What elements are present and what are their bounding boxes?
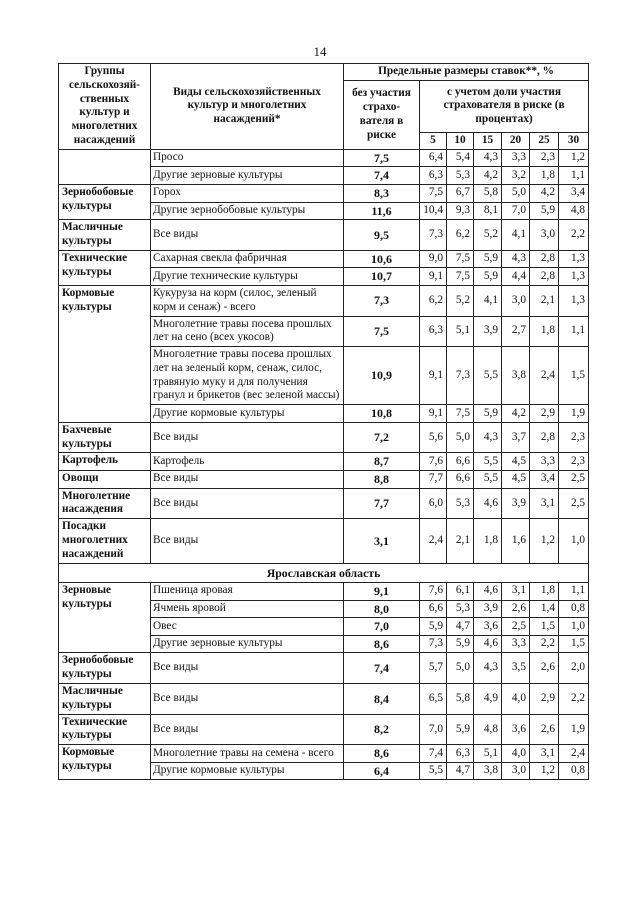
- page-number: 14: [313, 44, 327, 59]
- share-rate: 2,1: [530, 286, 559, 317]
- share-rate: 4,0: [502, 745, 530, 763]
- share-rate: 9,0: [420, 250, 447, 268]
- group-name: Технические культуры: [59, 250, 151, 285]
- share-rate: 4,5: [502, 453, 530, 471]
- crop-name: Другие кормовые культуры: [151, 405, 344, 423]
- share-rate: 6,3: [420, 316, 447, 347]
- share-rate: 1,4: [530, 600, 559, 618]
- share-rate: 2,1: [447, 519, 474, 563]
- insurance-rates-table: [58, 63, 589, 780]
- share-rate: 2,8: [530, 250, 559, 268]
- share-rate: 0,8: [559, 600, 589, 618]
- base-rate: 11,6: [344, 202, 420, 220]
- base-rate: 7,2: [344, 422, 420, 453]
- group-name: Зернобобовые культуры: [59, 653, 151, 684]
- share-rate: 1,9: [559, 405, 589, 423]
- share-rate: 2,5: [559, 471, 589, 489]
- share-rate: 5,2: [474, 220, 502, 251]
- share-rate: 6,5: [420, 684, 447, 715]
- share-rate: 3,6: [502, 714, 530, 745]
- share-rate: 5,5: [474, 471, 502, 489]
- share-rate: 4,6: [474, 582, 502, 600]
- share-rate: 4,1: [502, 220, 530, 251]
- share-rate: 7,5: [447, 405, 474, 423]
- share-rate: 1,2: [559, 149, 589, 167]
- share-rate: 5,0: [502, 184, 530, 202]
- share-rate: 5,8: [474, 184, 502, 202]
- share-rate: 7,3: [447, 347, 474, 405]
- share-rate: 3,6: [474, 618, 502, 636]
- table-row: [59, 184, 589, 202]
- table-row: [59, 653, 589, 684]
- table-row: [59, 519, 589, 563]
- base-rate: 7,5: [344, 149, 420, 167]
- share-rate: 0,8: [559, 762, 589, 780]
- group-name: Посадки многолетних насаждений: [59, 519, 151, 563]
- share-rate: 4,2: [502, 405, 530, 423]
- share-rate: 4,8: [474, 714, 502, 745]
- share-rate: 4,7: [447, 618, 474, 636]
- crop-name: Сахарная свекла фабричная: [151, 250, 344, 268]
- share-rate: 1,8: [530, 582, 559, 600]
- share-rate: 3,8: [502, 347, 530, 405]
- crop-name: Все виды: [151, 422, 344, 453]
- share-rate: 5,1: [474, 745, 502, 763]
- share-rate: 4,6: [474, 635, 502, 653]
- share-rate: 4,7: [447, 762, 474, 780]
- share-rate: 4,2: [530, 184, 559, 202]
- base-rate: 10,9: [344, 347, 420, 405]
- share-rate: 2,3: [559, 453, 589, 471]
- share-rate: 1,0: [559, 618, 589, 636]
- share-rate: 5,3: [447, 167, 474, 185]
- share-rate: 4,3: [474, 149, 502, 167]
- share-rate: 10,4: [420, 202, 447, 220]
- share-rate: 6,0: [420, 488, 447, 519]
- share-rate: 3,4: [530, 471, 559, 489]
- share-rate: 3,2: [502, 167, 530, 185]
- share-rate: 3,9: [502, 488, 530, 519]
- share-rate: 1,9: [559, 714, 589, 745]
- region-row: [59, 563, 589, 582]
- share-rate: 2,7: [502, 316, 530, 347]
- base-rate: 9,1: [344, 582, 420, 600]
- base-rate: 7,3: [344, 286, 420, 317]
- base-rate: 7,0: [344, 618, 420, 636]
- crop-name: Другие зернобобовые культуры: [151, 202, 344, 220]
- share-rate: 2,2: [530, 635, 559, 653]
- share-rate: 2,4: [530, 347, 559, 405]
- share-rate: 6,6: [420, 600, 447, 618]
- share-rate: 5,0: [447, 422, 474, 453]
- share-rate: 2,3: [530, 149, 559, 167]
- share-rate: 6,4: [420, 149, 447, 167]
- share-rate: 6,7: [447, 184, 474, 202]
- share-rate: 3,5: [502, 653, 530, 684]
- share-rate: 5,6: [420, 422, 447, 453]
- table-header: [59, 64, 589, 150]
- crop-name: Все виды: [151, 220, 344, 251]
- table-row: [59, 714, 589, 745]
- share-rate: 7,3: [420, 220, 447, 251]
- share-rate: 4,3: [474, 653, 502, 684]
- base-rate: 3,1: [344, 519, 420, 563]
- share-rate: 6,2: [420, 286, 447, 317]
- share-rate: 4,4: [502, 268, 530, 286]
- crop-name: Все виды: [151, 714, 344, 745]
- share-rate: 7,0: [502, 202, 530, 220]
- base-rate: 7,5: [344, 316, 420, 347]
- group-name: Зернобобовые культуры: [59, 184, 151, 219]
- header-share-level: 20: [502, 132, 530, 149]
- share-rate: 9,1: [420, 405, 447, 423]
- share-rate: 1,8: [474, 519, 502, 563]
- share-rate: 5,1: [447, 316, 474, 347]
- share-rate: 2,8: [530, 268, 559, 286]
- share-rate: 1,8: [530, 167, 559, 185]
- crop-name: Многолетние травы посева прошлых лет на сено (всех укосов): [151, 316, 344, 347]
- crop-name: Овес: [151, 618, 344, 636]
- base-rate: 8,8: [344, 471, 420, 489]
- share-rate: 9,1: [420, 268, 447, 286]
- share-rate: 9,3: [447, 202, 474, 220]
- header-base-rate: без участия страхо-вателя в риске: [344, 80, 420, 149]
- share-rate: 2,9: [530, 405, 559, 423]
- group-name: Технические культуры: [59, 714, 151, 745]
- share-rate: 7,0: [420, 714, 447, 745]
- share-rate: 4,9: [474, 684, 502, 715]
- crop-name: Все виды: [151, 471, 344, 489]
- crop-name: Другие зерновые культуры: [151, 635, 344, 653]
- group-name: Зерновые культуры: [59, 582, 151, 653]
- share-rate: 4,0: [502, 684, 530, 715]
- share-rate: 7,6: [420, 453, 447, 471]
- share-rate: 5,9: [420, 618, 447, 636]
- base-rate: 8,7: [344, 453, 420, 471]
- header-share-rates: с учетом доли участия страхователя в риске (в процентах): [420, 80, 589, 132]
- share-rate: 7,5: [420, 184, 447, 202]
- share-rate: 4,8: [559, 202, 589, 220]
- table-row: [59, 745, 589, 763]
- share-rate: 5,9: [530, 202, 559, 220]
- share-rate: 5,9: [474, 250, 502, 268]
- group-name: Бахчевые культуры: [59, 422, 151, 453]
- share-rate: 3,8: [474, 762, 502, 780]
- share-rate: 7,6: [420, 582, 447, 600]
- share-rate: 3,0: [530, 220, 559, 251]
- crop-name: Просо: [151, 149, 344, 167]
- share-rate: 1,3: [559, 286, 589, 317]
- share-rate: 4,3: [502, 250, 530, 268]
- share-rate: 5,9: [474, 405, 502, 423]
- share-rate: 7,4: [420, 745, 447, 763]
- group-name: Кормовые культуры: [59, 286, 151, 423]
- share-rate: 9,1: [420, 347, 447, 405]
- share-rate: 5,3: [447, 488, 474, 519]
- base-rate: 8,6: [344, 635, 420, 653]
- crop-name: Другие кормовые культуры: [151, 762, 344, 780]
- share-rate: 6,3: [447, 745, 474, 763]
- share-rate: 1,6: [502, 519, 530, 563]
- table-row: [59, 422, 589, 453]
- crop-name: Горох: [151, 184, 344, 202]
- share-rate: 4,5: [502, 471, 530, 489]
- base-rate: 9,5: [344, 220, 420, 251]
- share-rate: 6,6: [447, 471, 474, 489]
- share-rate: 1,0: [559, 519, 589, 563]
- crop-name: Ячмень яровой: [151, 600, 344, 618]
- share-rate: 1,1: [559, 582, 589, 600]
- share-rate: 7,3: [420, 635, 447, 653]
- share-rate: 5,9: [474, 268, 502, 286]
- share-rate: 1,5: [559, 347, 589, 405]
- share-rate: 5,9: [447, 714, 474, 745]
- header-share-level: 15: [474, 132, 502, 149]
- share-rate: 5,3: [447, 600, 474, 618]
- header-share-level: 25: [530, 132, 559, 149]
- base-rate: 8,3: [344, 184, 420, 202]
- table-row: [59, 582, 589, 600]
- share-rate: 5,7: [420, 653, 447, 684]
- crop-name: Все виды: [151, 684, 344, 715]
- share-rate: 2,6: [502, 600, 530, 618]
- group-name: Картофель: [59, 453, 151, 471]
- share-rate: 2,9: [530, 684, 559, 715]
- base-rate: 8,4: [344, 684, 420, 715]
- share-rate: 5,5: [420, 762, 447, 780]
- base-rate: 6,4: [344, 762, 420, 780]
- share-rate: 4,6: [474, 488, 502, 519]
- share-rate: 1,3: [559, 268, 589, 286]
- crop-name: Другие зерновые культуры: [151, 167, 344, 185]
- share-rate: 6,6: [447, 453, 474, 471]
- share-rate: 6,1: [447, 582, 474, 600]
- table-row: [59, 286, 589, 317]
- share-rate: 5,8: [447, 684, 474, 715]
- header-limit-rates: Предельные размеры ставок**, %: [344, 64, 589, 81]
- share-rate: 2,4: [559, 745, 589, 763]
- group-name: Масличные культуры: [59, 684, 151, 715]
- table-body: [59, 149, 589, 780]
- group-name: Многолетние насаждения: [59, 488, 151, 519]
- table-row: [59, 453, 589, 471]
- share-rate: 1,8: [530, 316, 559, 347]
- table-row: [59, 471, 589, 489]
- share-rate: 6,2: [447, 220, 474, 251]
- share-rate: 3,1: [530, 488, 559, 519]
- table-row: [59, 488, 589, 519]
- header-share-level: 5: [420, 132, 447, 149]
- base-rate: 8,0: [344, 600, 420, 618]
- crop-name: Кукуруза на корм (силос, зеленый корм и сенаж) - всего: [151, 286, 344, 317]
- share-rate: 7,5: [447, 268, 474, 286]
- share-rate: 5,5: [474, 453, 502, 471]
- base-rate: 8,2: [344, 714, 420, 745]
- share-rate: 1,1: [559, 316, 589, 347]
- group-name: Кормовые культуры: [59, 745, 151, 780]
- base-rate: 10,7: [344, 268, 420, 286]
- header-crop-column: Виды сельскохозяйственных культур и многолетних насаждений*: [151, 64, 344, 150]
- region-title: Ярославская область: [59, 563, 589, 582]
- share-rate: 7,7: [420, 471, 447, 489]
- base-rate: 7,4: [344, 653, 420, 684]
- share-rate: 5,5: [474, 347, 502, 405]
- share-rate: 3,3: [502, 635, 530, 653]
- share-rate: 3,9: [474, 600, 502, 618]
- header-group-column: Группы сельскохозяй-ственных культур и многолетних насаждений: [59, 64, 151, 150]
- table-row: [59, 149, 589, 167]
- share-rate: 2,6: [530, 653, 559, 684]
- base-rate: 7,4: [344, 167, 420, 185]
- base-rate: 7,7: [344, 488, 420, 519]
- share-rate: 2,6: [530, 714, 559, 745]
- table-row: [59, 684, 589, 715]
- share-rate: 5,0: [447, 653, 474, 684]
- crop-name: Все виды: [151, 488, 344, 519]
- share-rate: 3,1: [502, 582, 530, 600]
- share-rate: 2,0: [559, 653, 589, 684]
- share-rate: 1,1: [559, 167, 589, 185]
- share-rate: 8,1: [474, 202, 502, 220]
- share-rate: 5,9: [447, 635, 474, 653]
- table-row: [59, 220, 589, 251]
- share-rate: 2,4: [420, 519, 447, 563]
- share-rate: 3,0: [502, 286, 530, 317]
- share-rate: 4,1: [474, 286, 502, 317]
- share-rate: 1,5: [530, 618, 559, 636]
- crop-name: Все виды: [151, 653, 344, 684]
- share-rate: 3,3: [502, 149, 530, 167]
- base-rate: 8,6: [344, 745, 420, 763]
- share-rate: 1,5: [559, 635, 589, 653]
- share-rate: 3,7: [502, 422, 530, 453]
- crop-name: Все виды: [151, 519, 344, 563]
- share-rate: 3,4: [559, 184, 589, 202]
- share-rate: 5,4: [447, 149, 474, 167]
- group-name: [59, 149, 151, 184]
- share-rate: 2,2: [559, 220, 589, 251]
- share-rate: 2,5: [502, 618, 530, 636]
- crop-name: Многолетние травы посева прошлых лет на зеленый корм, сенаж, силос, травяную муку и для получения гранул и брикетов (вес зеленой массы): [151, 347, 344, 405]
- crop-name: Картофель: [151, 453, 344, 471]
- share-rate: 3,9: [474, 316, 502, 347]
- share-rate: 5,2: [447, 286, 474, 317]
- header-share-level: 10: [447, 132, 474, 149]
- share-rate: 6,3: [420, 167, 447, 185]
- group-name: Овощи: [59, 471, 151, 489]
- share-rate: 2,8: [530, 422, 559, 453]
- share-rate: 2,3: [559, 422, 589, 453]
- share-rate: 4,2: [474, 167, 502, 185]
- share-rate: 1,2: [530, 762, 559, 780]
- crop-name: Пшеница яровая: [151, 582, 344, 600]
- group-name: Масличные культуры: [59, 220, 151, 251]
- crop-name: Многолетние травы на семена - всего: [151, 745, 344, 763]
- share-rate: 2,2: [559, 684, 589, 715]
- share-rate: 3,3: [530, 453, 559, 471]
- share-rate: 3,1: [530, 745, 559, 763]
- share-rate: 4,3: [474, 422, 502, 453]
- header-share-level: 30: [559, 132, 589, 149]
- share-rate: 7,5: [447, 250, 474, 268]
- base-rate: 10,8: [344, 405, 420, 423]
- share-rate: 1,3: [559, 250, 589, 268]
- crop-name: Другие технические культуры: [151, 268, 344, 286]
- share-rate: 1,2: [530, 519, 559, 563]
- share-rate: 3,0: [502, 762, 530, 780]
- base-rate: 10,6: [344, 250, 420, 268]
- share-rate: 2,5: [559, 488, 589, 519]
- table-row: [59, 250, 589, 268]
